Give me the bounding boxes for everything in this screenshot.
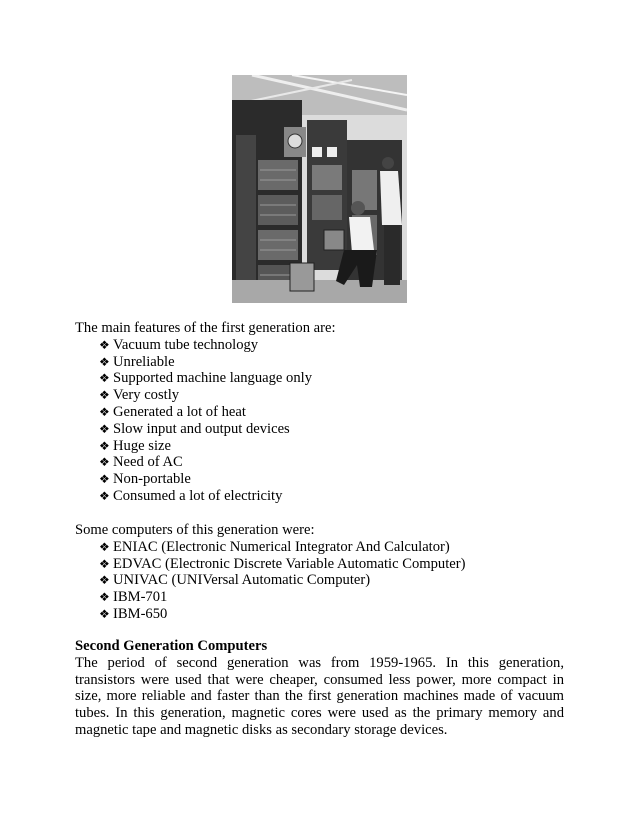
list-item-text: Need of AC — [113, 454, 183, 471]
list-item — [99, 488, 564, 505]
diamond-bullet-icon: ❖ — [99, 488, 110, 503]
list-item — [99, 572, 564, 589]
list-item-text: Very costly — [113, 387, 180, 404]
list-item — [99, 556, 564, 573]
list-item-text: Huge size — [113, 437, 171, 454]
list-item — [99, 421, 564, 438]
diamond-bullet-icon: ❖ — [99, 590, 110, 605]
list-item-text: ENIAC (Electronic Numerical Integrator And Calculator) — [113, 538, 450, 555]
list-item — [99, 606, 564, 623]
list-item-text: IBM-650 — [113, 605, 168, 622]
diamond-bullet-icon: ❖ — [99, 606, 110, 621]
list-item — [99, 370, 564, 387]
list-item — [99, 354, 564, 371]
diamond-bullet-icon: ❖ — [99, 354, 110, 369]
list-item — [99, 337, 564, 354]
computers-intro: Some computers of this generation were: — [75, 522, 315, 538]
list-item-text: IBM-701 — [113, 589, 168, 606]
diamond-bullet-icon: ❖ — [99, 371, 110, 386]
diamond-bullet-icon: ❖ — [99, 388, 110, 403]
diamond-bullet-icon: ❖ — [99, 404, 110, 419]
diamond-bullet-icon: ❖ — [99, 556, 110, 571]
second-gen-section — [75, 638, 564, 739]
diamond-bullet-icon: ❖ — [99, 573, 110, 588]
list-item — [99, 454, 564, 471]
diamond-bullet-icon: ❖ — [99, 438, 110, 453]
diamond-bullet-icon: ❖ — [99, 455, 110, 470]
vacuum-tube-computer-photo — [232, 75, 407, 303]
list-item — [99, 404, 564, 421]
list-item — [99, 438, 564, 455]
features-intro: The main features of the first generation are: — [75, 320, 336, 336]
list-item-text: Slow input and output devices — [113, 420, 290, 437]
list-item-text: Consumed a lot of electricity — [113, 487, 283, 504]
list-item — [99, 471, 564, 488]
list-item-text: Unreliable — [113, 353, 175, 370]
first-gen-computers-section — [75, 522, 564, 623]
diamond-bullet-icon: ❖ — [99, 337, 110, 352]
list-item-text: EDVAC (Electronic Discrete Variable Automatic Computer) — [113, 555, 466, 572]
diamond-bullet-icon: ❖ — [99, 539, 110, 554]
diamond-bullet-icon: ❖ — [99, 472, 110, 487]
second-gen-paragraph: The period of second generation was from 1959-1965. In this generation, transistors were used that were cheaper, consumed less power, more compact in size, more reliable and faster than the first generation machines made of vacuum tubes. In this generation, magnetic cores were used as the primary memory and magnetic tape and magnetic disks as secondary storage devices. — [75, 654, 564, 738]
list-item-text: Generated a lot of heat — [113, 403, 246, 420]
list-item-text: Vacuum tube technology — [113, 336, 259, 353]
first-gen-features-section — [75, 320, 564, 505]
list-item-text: Non-portable — [113, 471, 191, 488]
list-item-text: UNIVAC (UNIVersal Automatic Computer) — [113, 572, 371, 589]
list-item — [99, 589, 564, 606]
computers-list — [75, 539, 564, 623]
list-item — [99, 387, 564, 404]
second-gen-heading: Second Generation Computers — [75, 638, 268, 654]
diamond-bullet-icon: ❖ — [99, 421, 110, 436]
list-item — [99, 539, 564, 556]
features-list — [75, 337, 564, 505]
list-item-text: Supported machine language only — [113, 370, 312, 387]
